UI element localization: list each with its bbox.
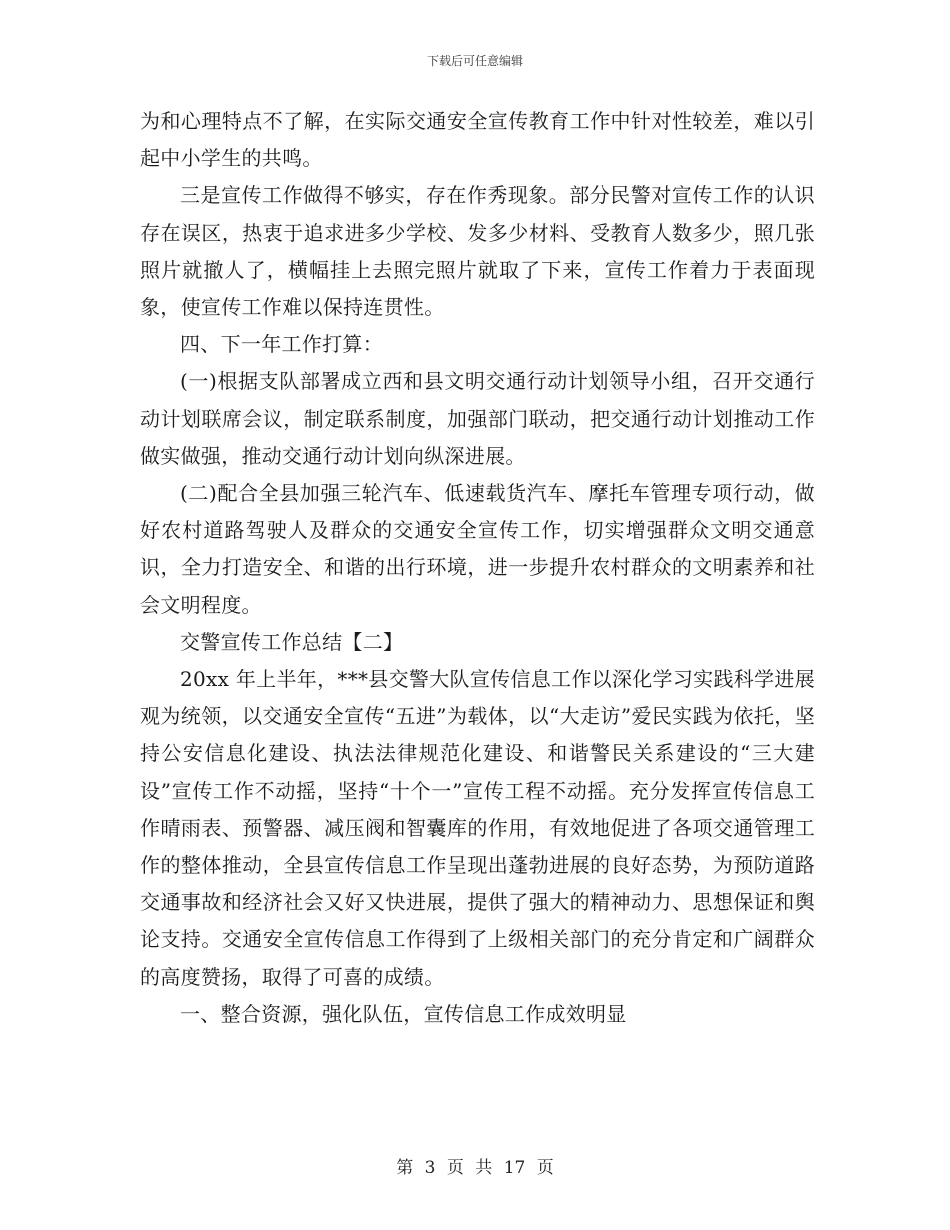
paragraph-summary-intro: 20xx 年上半年，***县交警大队宣传信息工作以深化学习实践科学进展观为统领，以交通安全宣传“五进”为载体，以“大走访”爱民实践为依托，坚持公安信息化建设、执法法律规范化建设、和谐警民关系建设的“三大建设”宣传工作不动摇，坚持“十个一”宣传工程不动摇。充分发挥宣传信息工作晴雨表、预警器、减压阀和智囊库的作用，有效地促进了各项交通管理工作的整体推动，全县宣传信息工作呈现出蓬勃进展的良好态势，为预防道路交通事故和经济社会又好又快进展，提供了强大的精神动力、思想保证和舆论支持。交通安全宣传信息工作得到了上级相关部门的充分肯定和广阔群众的高度赞扬，取得了可喜的成绩。 xyxy=(140,667,815,989)
document-body xyxy=(140,103,815,1033)
paragraph-1: 为和心理特点不了解，在实际交通安全宣传教育工作中针对性较差，难以引起中小学生的共鸣。 xyxy=(140,109,815,171)
paragraph-2: 三是宣传工作做得不够实，存在作秀现象。部分民警对宣传工作的认识存在误区，热衷于追求进多少学校、发多少材料、受教育人数多少，照几张照片就撤人了，横幅挂上去照完照片就取了下来，宣传工作着力于表面现象，使宣传工作难以保持连贯性。 xyxy=(140,183,815,320)
page-footer: 第 3 页 共 17 页 xyxy=(396,1158,554,1178)
paragraph-plan-1: (一)根据支队部署成立西和县文明交通行动计划领导小组，召开交通行动计划联席会议，制定联系制度，加强部门联动，把交通行动计划推动工作做实做强，推动交通行动计划向纵深进展。 xyxy=(140,369,815,468)
summary-title-2: 交警宣传工作总结【二】 xyxy=(180,629,404,654)
paragraph-plan-2: (二)配合全县加强三轮汽车、低速载货汽车、摩托车管理专项行动，做好农村道路驾驶人及群众的交通安全宣传工作，切实增强群众文明交通意识，全力打造安全、和谐的出行环境，进一步提升农村群众的文明素养和社会文明程度。 xyxy=(140,481,815,617)
section-heading-1: 一、整合资源，强化队伍，宣传信息工作成效明显 xyxy=(180,1001,627,1026)
page-header: 下载后可任意编辑 xyxy=(426,54,523,68)
section-heading-4: 四、下一年工作打算： xyxy=(180,332,383,357)
